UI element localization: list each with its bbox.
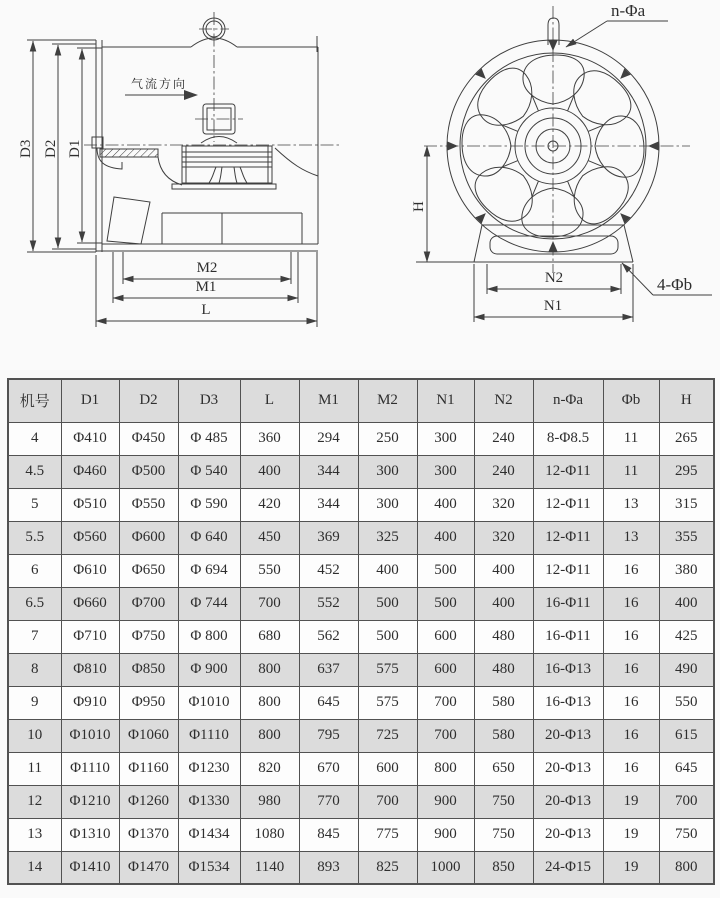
table-cell: Φ 800: [178, 620, 240, 653]
table-cell: 750: [474, 818, 533, 851]
table-cell: 820: [240, 752, 299, 785]
table-cell: 500: [358, 587, 417, 620]
table-cell: Φ1060: [119, 719, 178, 752]
table-row: [8, 818, 714, 851]
label-n-phi-a: n-Φa: [611, 1, 646, 20]
table-cell: 325: [358, 521, 417, 554]
table-cell: 16: [603, 686, 659, 719]
table-cell: 7: [8, 620, 61, 653]
table-cell: 550: [240, 554, 299, 587]
table-cell: 615: [659, 719, 714, 752]
dim-label-m2: M2: [196, 260, 218, 276]
table-cell: 400: [240, 455, 299, 488]
table-cell: 800: [240, 653, 299, 686]
table-cell: 850: [474, 851, 533, 884]
table-cell: 11: [8, 752, 61, 785]
table-cell: 13: [8, 818, 61, 851]
table-cell: Φ1160: [119, 752, 178, 785]
table-cell: 16: [603, 587, 659, 620]
table-cell: 20-Φ13: [533, 785, 603, 818]
table-cell: 490: [659, 653, 714, 686]
table-cell: 355: [659, 521, 714, 554]
table-row: [8, 653, 714, 686]
table-cell: 16: [603, 554, 659, 587]
column-header: M1: [299, 379, 358, 422]
table-cell: 12-Φ11: [533, 455, 603, 488]
table-cell: Φ550: [119, 488, 178, 521]
table-cell: 452: [299, 554, 358, 587]
table-cell: Φ1470: [119, 851, 178, 884]
table-cell: 575: [358, 653, 417, 686]
table-cell: 750: [474, 785, 533, 818]
table-cell: 900: [417, 818, 474, 851]
table-cell: 12: [8, 785, 61, 818]
table-cell: 480: [474, 653, 533, 686]
foot-bolt-callout: [622, 263, 712, 295]
table-cell: Φ1370: [119, 818, 178, 851]
table-cell: 550: [659, 686, 714, 719]
table-cell: 900: [417, 785, 474, 818]
table-cell: 16-Φ13: [533, 653, 603, 686]
technical-drawings: [0, 0, 720, 364]
table-cell: Φ 900: [178, 653, 240, 686]
column-header: M2: [358, 379, 417, 422]
table-cell: 300: [417, 455, 474, 488]
table-cell: 552: [299, 587, 358, 620]
table-cell: Φ1260: [119, 785, 178, 818]
table-cell: Φ460: [61, 455, 119, 488]
column-header: H: [659, 379, 714, 422]
dim-label-h: H: [411, 201, 427, 212]
table-row: [8, 785, 714, 818]
table-cell: 5.5: [8, 521, 61, 554]
table-cell: Φ600: [119, 521, 178, 554]
table-cell: 240: [474, 455, 533, 488]
label-4-phi-b: 4-Φb: [657, 275, 693, 294]
column-header: D3: [178, 379, 240, 422]
table-cell: 800: [240, 719, 299, 752]
table-cell: 775: [358, 818, 417, 851]
table-cell: 600: [417, 653, 474, 686]
table-cell: 320: [474, 488, 533, 521]
table-cell: Φ1110: [178, 719, 240, 752]
table-body: [8, 422, 714, 884]
dim-label-d3: D3: [18, 139, 34, 158]
column-header: n-Φa: [533, 379, 603, 422]
table-cell: Φ660: [61, 587, 119, 620]
table-cell: 8: [8, 653, 61, 686]
table-cell: 250: [358, 422, 417, 455]
junction-box: [195, 104, 243, 143]
table-cell: 16: [603, 620, 659, 653]
table-cell: Φ450: [119, 422, 178, 455]
table-cell: 380: [659, 554, 714, 587]
dim-label-n1: N1: [543, 298, 563, 314]
table-cell: 12-Φ11: [533, 521, 603, 554]
table-cell: 400: [417, 488, 474, 521]
table-cell: 344: [299, 488, 358, 521]
table-row: [8, 455, 714, 488]
table-cell: 16-Φ11: [533, 620, 603, 653]
table-cell: 13: [603, 488, 659, 521]
table-cell: Φ700: [119, 587, 178, 620]
table-cell: Φ410: [61, 422, 119, 455]
table-cell: 19: [603, 818, 659, 851]
table-cell: 16-Φ11: [533, 587, 603, 620]
mounting-base: [416, 225, 633, 262]
diameter-dimensions: [18, 40, 102, 252]
table-cell: 845: [299, 818, 358, 851]
table-cell: 6: [8, 554, 61, 587]
table-cell: 12-Φ11: [533, 554, 603, 587]
table-cell: 795: [299, 719, 358, 752]
table-cell: 4.5: [8, 455, 61, 488]
table-cell: 1080: [240, 818, 299, 851]
base-dimensions: [474, 264, 633, 322]
table-cell: 5: [8, 488, 61, 521]
table-cell: Φ950: [119, 686, 178, 719]
column-header: N1: [417, 379, 474, 422]
dim-label-m1: M1: [195, 279, 217, 295]
table-cell: Φ500: [119, 455, 178, 488]
table-row: [8, 554, 714, 587]
column-header: L: [240, 379, 299, 422]
table-cell: 265: [659, 422, 714, 455]
table-cell: 800: [240, 686, 299, 719]
table-cell: 400: [659, 587, 714, 620]
table-cell: 825: [358, 851, 417, 884]
table-cell: 240: [474, 422, 533, 455]
column-header: N2: [474, 379, 533, 422]
table-cell: 11: [603, 422, 659, 455]
table-cell: Φ 540: [178, 455, 240, 488]
table-cell: 562: [299, 620, 358, 653]
table-cell: 800: [417, 752, 474, 785]
dim-label-n2: N2: [544, 270, 564, 286]
table-cell: 20-Φ13: [533, 719, 603, 752]
table-cell: 16: [603, 653, 659, 686]
table-cell: 670: [299, 752, 358, 785]
column-header: 机号: [8, 379, 61, 422]
table-cell: 700: [659, 785, 714, 818]
table-cell: 645: [659, 752, 714, 785]
side-view-drawing: [18, 12, 340, 327]
table-cell: 16: [603, 719, 659, 752]
table-cell: Φ1534: [178, 851, 240, 884]
table-cell: Φ 485: [178, 422, 240, 455]
table-cell: Φ710: [61, 620, 119, 653]
bolt-callout: [566, 1, 668, 47]
table-cell: 450: [240, 521, 299, 554]
column-header: Φb: [603, 379, 659, 422]
table-cell: 10: [8, 719, 61, 752]
table-row: [8, 719, 714, 752]
table-cell: 580: [474, 719, 533, 752]
table-cell: 770: [299, 785, 358, 818]
table-cell: Φ1434: [178, 818, 240, 851]
table-cell: 700: [240, 587, 299, 620]
table-cell: Φ750: [119, 620, 178, 653]
table-cell: 24-Φ15: [533, 851, 603, 884]
table-cell: 13: [603, 521, 659, 554]
table-cell: Φ850: [119, 653, 178, 686]
table-cell: 400: [474, 587, 533, 620]
spec-table-section: [0, 364, 720, 885]
table-cell: 400: [474, 554, 533, 587]
table-cell: 11: [603, 455, 659, 488]
table-row: [8, 620, 714, 653]
column-header: D1: [61, 379, 119, 422]
table-cell: 294: [299, 422, 358, 455]
table-cell: 16-Φ13: [533, 686, 603, 719]
table-cell: 580: [474, 686, 533, 719]
table-cell: Φ1310: [61, 818, 119, 851]
table-cell: 16: [603, 752, 659, 785]
dim-label-d2: D2: [43, 139, 59, 158]
table-row: [8, 488, 714, 521]
table-cell: 19: [603, 851, 659, 884]
table-cell: 725: [358, 719, 417, 752]
table-cell: 295: [659, 455, 714, 488]
table-cell: Φ1410: [61, 851, 119, 884]
dim-label-l: L: [201, 302, 211, 318]
table-cell: 500: [417, 587, 474, 620]
table-cell: 6.5: [8, 587, 61, 620]
airflow-arrow: [184, 90, 198, 100]
table-cell: 12-Φ11: [533, 488, 603, 521]
table-cell: 1140: [240, 851, 299, 884]
table-cell: 400: [358, 554, 417, 587]
table-cell: 20-Φ13: [533, 752, 603, 785]
table-cell: 300: [358, 455, 417, 488]
table-cell: 500: [358, 620, 417, 653]
table-row: [8, 422, 714, 455]
table-row: [8, 587, 714, 620]
length-dimensions: [96, 36, 317, 327]
table-cell: 680: [240, 620, 299, 653]
table-cell: 800: [659, 851, 714, 884]
table-cell: 19: [603, 785, 659, 818]
table-cell: 320: [474, 521, 533, 554]
table-cell: 1000: [417, 851, 474, 884]
table-cell: 600: [417, 620, 474, 653]
table-row: [8, 521, 714, 554]
table-cell: 575: [358, 686, 417, 719]
table-header-row: [8, 379, 714, 422]
table-cell: Φ650: [119, 554, 178, 587]
motor: [172, 146, 276, 189]
table-cell: Φ610: [61, 554, 119, 587]
table-cell: 750: [659, 818, 714, 851]
table-cell: 893: [299, 851, 358, 884]
table-cell: 980: [240, 785, 299, 818]
table-cell: Φ1210: [61, 785, 119, 818]
table-cell: Φ1110: [61, 752, 119, 785]
table-cell: Φ 744: [178, 587, 240, 620]
table-cell: 315: [659, 488, 714, 521]
table-cell: 14: [8, 851, 61, 884]
dimension-table: [7, 378, 715, 885]
table-row: [8, 752, 714, 785]
table-cell: 344: [299, 455, 358, 488]
table-cell: 637: [299, 653, 358, 686]
table-cell: Φ 694: [178, 554, 240, 587]
table-cell: Φ510: [61, 488, 119, 521]
table-cell: 600: [358, 752, 417, 785]
table-cell: 9: [8, 686, 61, 719]
airflow-annotation: [125, 76, 198, 100]
table-cell: Φ1010: [178, 686, 240, 719]
table-cell: 20-Φ13: [533, 818, 603, 851]
table-cell: 400: [417, 521, 474, 554]
table-cell: 369: [299, 521, 358, 554]
support-bracket: [107, 197, 150, 244]
table-cell: 425: [659, 620, 714, 653]
table-cell: 480: [474, 620, 533, 653]
table-cell: 700: [417, 719, 474, 752]
airflow-direction-label: 气流方向: [131, 77, 188, 91]
table-cell: 360: [240, 422, 299, 455]
table-cell: 300: [417, 422, 474, 455]
h-dimension: [411, 146, 427, 262]
table-cell: 500: [417, 554, 474, 587]
column-header: D2: [119, 379, 178, 422]
table-cell: 645: [299, 686, 358, 719]
table-cell: 700: [417, 686, 474, 719]
table-cell: Φ910: [61, 686, 119, 719]
table-row: [8, 851, 714, 884]
table-cell: 650: [474, 752, 533, 785]
table-cell: 700: [358, 785, 417, 818]
dim-label-d1: D1: [67, 139, 83, 158]
table-cell: 300: [358, 488, 417, 521]
table-cell: 8-Φ8.5: [533, 422, 603, 455]
table-row: [8, 686, 714, 719]
table-cell: 4: [8, 422, 61, 455]
table-cell: Φ 640: [178, 521, 240, 554]
table-cell: Φ1230: [178, 752, 240, 785]
table-cell: 420: [240, 488, 299, 521]
table-cell: Φ560: [61, 521, 119, 554]
front-view-drawing: [411, 1, 712, 322]
table-cell: Φ810: [61, 653, 119, 686]
inlet-section: [92, 137, 318, 244]
table-cell: Φ1330: [178, 785, 240, 818]
table-cell: Φ1010: [61, 719, 119, 752]
table-cell: Φ 590: [178, 488, 240, 521]
